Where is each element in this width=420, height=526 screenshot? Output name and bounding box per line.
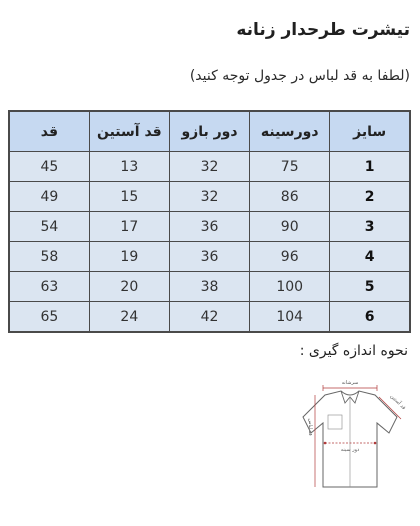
subtitle: (لطفا به قد لباس در جدول توجه کنید)	[189, 68, 410, 84]
header-chest: دورسینه	[250, 111, 330, 152]
header-sleeve-length: قد آستین	[89, 111, 169, 152]
cell-sleeve-length: 20	[89, 272, 169, 302]
cell-length: 65	[9, 302, 89, 333]
size-chart-table	[8, 110, 411, 333]
header-length: قد	[9, 111, 89, 152]
chest-measure-dot-right	[374, 442, 377, 445]
cell-size: 1	[330, 152, 410, 182]
sleeve-label: قد آستین	[388, 393, 407, 412]
table-row	[9, 152, 410, 182]
cell-length: 58	[9, 242, 89, 272]
cell-size: 3	[330, 212, 410, 242]
cell-size: 4	[330, 242, 410, 272]
cell-length: 54	[9, 212, 89, 242]
cell-chest: 90	[250, 212, 330, 242]
cell-arm: 36	[169, 242, 249, 272]
cell-chest: 104	[250, 302, 330, 333]
cell-sleeve-length: 15	[89, 182, 169, 212]
header-size: سایز	[330, 111, 410, 152]
shirt-measurement-diagram	[285, 375, 413, 493]
cell-length: 63	[9, 272, 89, 302]
header-arm: دور بازو	[169, 111, 249, 152]
table-header-row	[9, 111, 410, 152]
table-row	[9, 182, 410, 212]
cell-chest: 100	[250, 272, 330, 302]
cell-sleeve-length: 24	[89, 302, 169, 333]
cell-sleeve-length: 13	[89, 152, 169, 182]
table-row	[9, 212, 410, 242]
length-label: قد لباس	[307, 418, 313, 436]
chest-measure-dot-left	[324, 442, 327, 445]
cell-chest: 86	[250, 182, 330, 212]
cell-chest: 96	[250, 242, 330, 272]
cell-arm: 38	[169, 272, 249, 302]
cell-arm: 42	[169, 302, 249, 333]
shoulder-label: سرشانه	[341, 380, 359, 386]
cell-sleeve-length: 19	[89, 242, 169, 272]
how-to-measure-label: نحوه اندازه گیری :	[299, 343, 408, 359]
cell-size: 5	[330, 272, 410, 302]
shirt-pocket	[328, 415, 342, 429]
cell-sleeve-length: 17	[89, 212, 169, 242]
cell-size: 2	[330, 182, 410, 212]
table-row	[9, 242, 410, 272]
cell-arm: 32	[169, 182, 249, 212]
cell-arm: 36	[169, 212, 249, 242]
table-row	[9, 272, 410, 302]
cell-chest: 75	[250, 152, 330, 182]
cell-length: 49	[9, 182, 89, 212]
cell-arm: 32	[169, 152, 249, 182]
table-row	[9, 302, 410, 333]
cell-size: 6	[330, 302, 410, 333]
cell-length: 45	[9, 152, 89, 182]
page-title: تیشرت طرحدار زنانه	[236, 20, 410, 40]
chest-label: دور سینه	[340, 447, 360, 453]
